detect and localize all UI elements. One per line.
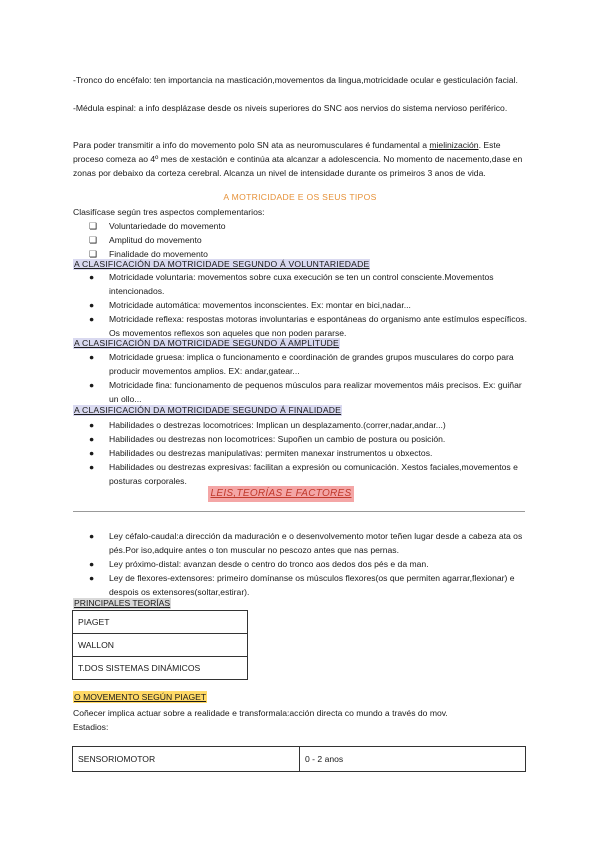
- voluntariedade-list: [73, 270, 533, 340]
- stage-age: 0 - 2 anos: [300, 747, 526, 772]
- stage-name: SENSORIOMOTOR: [73, 747, 300, 772]
- list-item: ● Motricidade automática: movementos inconscientes. Ex: montar en bici,nadar...: [89, 300, 411, 310]
- list-item: ❏ Voluntariedade do movemento: [89, 221, 226, 231]
- list-item: ● Ley céfalo-caudal:a dirección da maduración e o desenvolvemento motor teñen lugar desde a cabeza ata os pés.Por iso,adquire antes o ton muscular no pescozo antes que nas pernas.: [89, 531, 523, 555]
- table-cell: T.DOS SISTEMAS DINÁMICOS: [73, 657, 248, 680]
- voluntariedade-heading: A CLASIFICACIÓN DA MOTRICIDADE SEGUNDO Á VOLUNTARIEDADE: [74, 259, 370, 269]
- table-row: [73, 747, 526, 772]
- amplitude-heading: A CLASIFICACIÓN DA MOTRICIDADE SEGUNDO Á AMPLITUDE: [74, 338, 339, 348]
- section-title: A MOTRICIDADE E OS SEUS TIPOS: [223, 192, 377, 202]
- leis-title: LEIS,TEORÍAS E FACTORES: [208, 486, 354, 502]
- table-cell: WALLON: [73, 634, 248, 657]
- piaget-text: Coñecer implica actuar sobre a realidade e transformala:acción directa co mundo a través do mov.: [73, 708, 448, 718]
- bullet-icon: ●: [89, 300, 95, 310]
- list-item: ● Ley de flexores-extensores: primeiro domínanse os músculos flexores(os que permiten agarrar,flexionar) e despois os extensores(soltar,estirar).: [89, 573, 515, 597]
- piaget-heading: O MOVEMENTO SEGÚN PIAGET: [74, 692, 207, 702]
- checkbox-bullet-icon: ❏: [89, 249, 98, 259]
- estadios-label: Estadios:: [73, 722, 109, 732]
- divider: [73, 511, 525, 512]
- medula-paragraph: -Médula espinal: a info desplázase desde os niveis superiores do SNC aos nervios do sistema nervioso periférico.: [73, 103, 508, 113]
- mielinizacion-paragraph: [73, 138, 528, 180]
- mielin-text-pre: Para poder transmitir a info do movemento polo SN ata as neuromusculares é fundamental a: [73, 140, 430, 150]
- table-row: [73, 657, 248, 680]
- list-item: ● Motricidade fina: funcionamento de pequenos músculos para realizar movementos máis precisos. Ex: guiñar un ollo...: [89, 380, 522, 404]
- classify-intro: Clasifícase según tres aspectos complementarios:: [73, 207, 265, 217]
- bullet-icon: ●: [89, 462, 95, 472]
- checkbox-bullet-icon: ❏: [89, 235, 98, 245]
- list-item: ● Motricidade reflexa: respostas motoras involuntarias e espontáneas do organismo ante estímulos específicos. Os movementos reflexos son aqueles que non poden pararse.: [89, 314, 527, 338]
- list-item: ● Habilidades ou destrezas non locomotrices: Supoñen un cambio de postura ou posición.: [89, 434, 446, 444]
- bullet-icon: ●: [89, 531, 95, 541]
- bullet-icon: ●: [89, 559, 95, 569]
- tronco-paragraph: -Tronco do encéfalo: ten importancia na masticación,movementos da lingua,motricidade ocular e gesticulación facial.: [73, 75, 518, 85]
- mielinizacion-term: mielinización: [429, 140, 479, 150]
- list-item: ❏ Finalidade do movemento: [89, 249, 208, 259]
- finalidade-list: [73, 418, 533, 488]
- bullet-icon: ●: [89, 573, 95, 583]
- bullet-icon: ●: [89, 314, 95, 324]
- bullet-icon: ●: [89, 380, 95, 390]
- bullet-icon: ●: [89, 448, 95, 458]
- list-item: ● Motricidade gruesa: implica o funcionamento e coordinación de grandes grupos musculares do corpo para producir movementos amplios. EX: andar,gatear...: [89, 352, 514, 376]
- bullet-icon: ●: [89, 272, 95, 282]
- list-item: ● Habilidades o destrezas locomotrices: Implican un desplazamento.(correr,nadar,andar...): [89, 420, 446, 430]
- bullet-icon: ●: [89, 434, 95, 444]
- table-cell: PIAGET: [73, 611, 248, 634]
- leis-list: [73, 529, 533, 599]
- aspects-list: [73, 219, 533, 261]
- list-item: ● Motricidade voluntaria: movementos sobre cuxa execución se ten un control consciente.Movementos intencionados.: [89, 272, 494, 296]
- teorias-table: [72, 610, 248, 680]
- bullet-icon: ●: [89, 420, 95, 430]
- mielin-text-post: . Este proceso comeza ao 4º mes de xestación e continúa ata alcanzar a adolescencia. No momento de nacemento,dase en zonas por debaixo da corteza cerebral. Alcanza un nivel de intensidade durante os primeiros 3 anos de vida.: [73, 140, 523, 178]
- amplitude-list: [73, 350, 533, 406]
- list-item: ● Habilidades ou destrezas expresivas: facilitan a expresión ou comunicación. Xestos faciales,movementos e posturas corporales.: [89, 462, 518, 486]
- table-row: [73, 634, 248, 657]
- checkbox-bullet-icon: ❏: [89, 221, 98, 231]
- list-item: ● Habilidades ou destrezas manipulativas: permiten manexar instrumentos u obxectos.: [89, 448, 433, 458]
- bullet-icon: ●: [89, 352, 95, 362]
- teorias-label: PRINCIPALES TEORÍAS: [74, 598, 171, 608]
- stages-table: [72, 746, 526, 772]
- list-item: ❏ Amplitud do movemento: [89, 235, 202, 245]
- list-item: ● Ley próximo-distal: avanzan desde o centro do tronco aos dedos dos pés e da man.: [89, 559, 429, 569]
- table-row: [73, 611, 248, 634]
- finalidade-heading: A CLASIFICACIÓN DA MOTRICIDADE SEGUNDO Á FINALIDADE: [74, 405, 342, 415]
